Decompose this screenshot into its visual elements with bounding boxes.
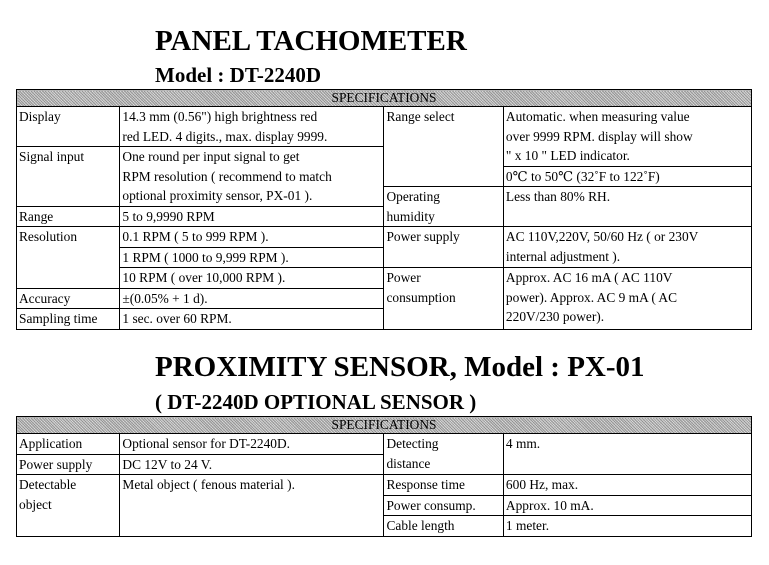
sampling-time-label: Sampling time — [17, 309, 120, 330]
power-supply-label: Power supply — [17, 454, 120, 475]
range-select-value: Automatic. when measuring value over 9999 RPM. display will show " x 10 " LED indicator. — [503, 107, 751, 167]
power-supply-value: AC 110V,220V, 50/60 Hz ( or 230V internal adjustment ). — [503, 227, 751, 268]
detectable-object-value: Metal object ( fenous material ). — [120, 475, 384, 537]
response-time-value: 600 Hz, max. — [503, 475, 751, 496]
signal-input-label: Signal input — [17, 147, 120, 207]
range-value: 5 to 9,9990 RPM — [120, 206, 384, 227]
detecting-distance-label: Detecting distance — [384, 434, 503, 475]
power-consump-label: Power consump. — [384, 495, 503, 516]
display-value: 14.3 mm (0.56") high brightness red red LED. 4 digits., max. display 9999. — [120, 107, 384, 147]
sensor-spec-table — [16, 416, 752, 537]
accuracy-label: Accuracy — [17, 288, 120, 309]
display-label: Display — [17, 107, 120, 147]
specifications-header: SPECIFICATIONS — [17, 90, 752, 107]
application-label: Application — [17, 434, 120, 455]
tachometer-title: PANEL TACHOMETER — [155, 25, 467, 57]
signal-input-value: One round per input signal to get RPM resolution ( recommend to match optional proximity sensor, PX-01 ). — [120, 147, 384, 207]
resolution-value-1: 0.1 RPM ( 5 to 999 RPM ). — [120, 227, 384, 248]
resolution-label: Resolution — [17, 227, 120, 289]
power-consumption-value: Approx. AC 16 mA ( AC 110V power). Approx. AC 9 mA ( AC 220V/230 power). — [503, 268, 751, 330]
sampling-time-value: 1 sec. over 60 RPM. — [120, 309, 384, 330]
range-label: Range — [17, 206, 120, 227]
resolution-value-3: 10 RPM ( over 10,000 RPM ). — [120, 268, 384, 289]
application-value: Optional sensor for DT-2240D. — [120, 434, 384, 455]
op-humidity-value: Less than 80% RH. — [503, 187, 751, 227]
sensor-title: PROXIMITY SENSOR, Model : PX-01 — [155, 351, 645, 383]
op-humidity-label: Operating humidity — [384, 187, 503, 227]
detectable-object-label: Detectable object — [17, 475, 120, 537]
cable-length-value: 1 meter. — [503, 516, 751, 537]
power-supply-value: DC 12V to 24 V. — [120, 454, 384, 475]
response-time-label: Response time — [384, 475, 503, 496]
op-temp-value: 0℃ to 50℃ (32˚F to 122˚F) — [503, 166, 751, 187]
tachometer-spec-table — [16, 89, 752, 330]
cable-length-label: Cable length — [384, 516, 503, 537]
range-select-label: Range select — [384, 107, 503, 187]
specifications-header: SPECIFICATIONS — [17, 417, 752, 434]
power-consumption-label: Power consumption — [384, 268, 503, 330]
power-consump-value: Approx. 10 mA. — [503, 495, 751, 516]
tachometer-model: Model : DT-2240D — [155, 63, 322, 87]
detecting-distance-value: 4 mm. — [503, 434, 751, 475]
power-supply-label: Power supply — [384, 227, 503, 268]
sensor-subtitle: ( DT-2240D OPTIONAL SENSOR ) — [155, 390, 477, 414]
resolution-value-2: 1 RPM ( 1000 to 9,999 RPM ). — [120, 247, 384, 268]
accuracy-value: ±(0.05% + 1 d). — [120, 288, 384, 309]
